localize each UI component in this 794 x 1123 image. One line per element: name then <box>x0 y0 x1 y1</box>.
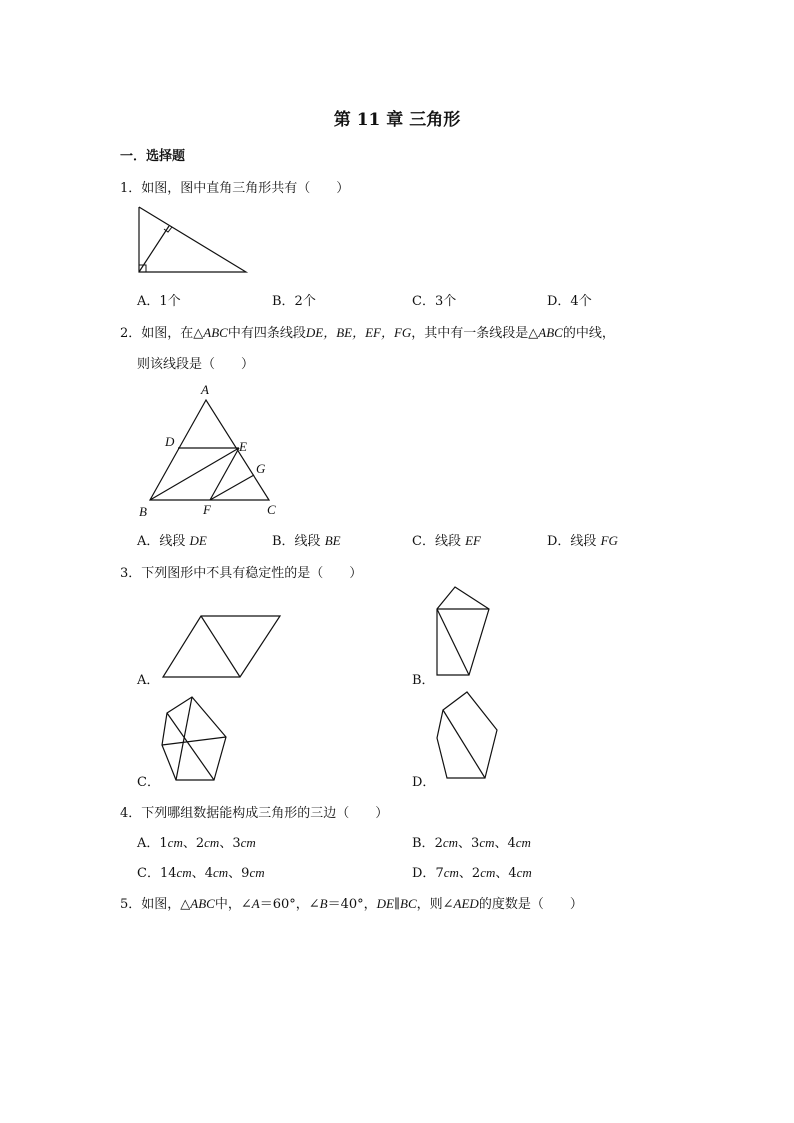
q2-label-g: G <box>256 461 266 476</box>
q1-option-a[interactable]: A．1个 <box>137 294 181 309</box>
q3c-diagonal-3 <box>162 737 226 745</box>
q1-figure <box>137 205 249 275</box>
q3-option-b[interactable]: B． <box>412 673 435 688</box>
q1-option-b[interactable]: B．2个 <box>272 294 316 309</box>
q3a-parallelogram <box>163 616 280 677</box>
q1-option-d[interactable]: D．4个 <box>547 294 592 309</box>
q1-triangle <box>139 207 246 272</box>
q3b-diagonal-2 <box>437 609 469 675</box>
q2-option-c[interactable]: C．线段 EF <box>412 533 481 549</box>
page-title: 第 11 章 三角形 <box>333 110 461 130</box>
question-5-stem: 5．如图，△ABC中，∠A＝60°，∠B＝40°，DE∥BC，则∠AED的度数是（ ） <box>120 896 583 912</box>
q1-option-c[interactable]: C．3个 <box>412 294 457 309</box>
q2-segment-be <box>150 448 239 500</box>
q3c-diagonal-2 <box>167 713 214 780</box>
q3-option-c[interactable]: C． <box>137 775 160 790</box>
q2-label-a: A <box>201 382 209 397</box>
q3-figure-b <box>435 585 495 680</box>
q2-label-e: E <box>239 439 247 454</box>
q3c-diagonal-1 <box>176 697 192 780</box>
question-2-stem: 2．如图，在△ABC中有四条线段DE，BE，EF，FG，其中有一条线段是△ABC的中线， <box>120 325 615 341</box>
q2-option-d[interactable]: D．线段 FG <box>547 533 618 549</box>
q3-option-a[interactable]: A． <box>137 673 160 688</box>
question-4-stem: 4．下列哪组数据能构成三角形的三边（ ） <box>120 806 389 821</box>
q4-option-d[interactable]: D．7cm、2cm、4cm <box>412 865 532 881</box>
q3-option-d[interactable]: D． <box>412 775 436 790</box>
question-1-stem: 1．如图，图中直角三角形共有（ ） <box>120 181 350 196</box>
question-2-stem-line2: 则该线段是（ ） <box>137 357 255 372</box>
q2-triangle-abc <box>150 400 269 500</box>
q2-label-d: D <box>165 434 175 449</box>
q2-label-b: B <box>139 504 147 519</box>
question-3-stem: 3．下列图形中不具有稳定性的是（ ） <box>120 566 363 581</box>
q3d-hexagon <box>437 692 497 778</box>
q2-label-c: C <box>267 502 276 517</box>
q2-option-b[interactable]: B．线段 BE <box>272 533 341 549</box>
q2-option-a[interactable]: A．线段 DE <box>137 533 207 549</box>
q2-label-f: F <box>203 502 211 517</box>
section-heading: 一．选择题 <box>120 149 186 164</box>
q3-figure-a <box>160 612 285 682</box>
q4-option-b[interactable]: B．2cm、3cm、4cm <box>412 835 531 851</box>
q2-figure <box>135 380 285 520</box>
q3a-diagonal <box>201 616 240 677</box>
q3-figure-c <box>160 695 232 783</box>
q3d-diagonal <box>443 710 485 778</box>
q4-option-c[interactable]: C．14cm、4cm、9cm <box>137 865 265 881</box>
q4-option-a[interactable]: A．1cm、2cm、3cm <box>137 835 256 851</box>
q3-figure-d <box>435 690 505 782</box>
